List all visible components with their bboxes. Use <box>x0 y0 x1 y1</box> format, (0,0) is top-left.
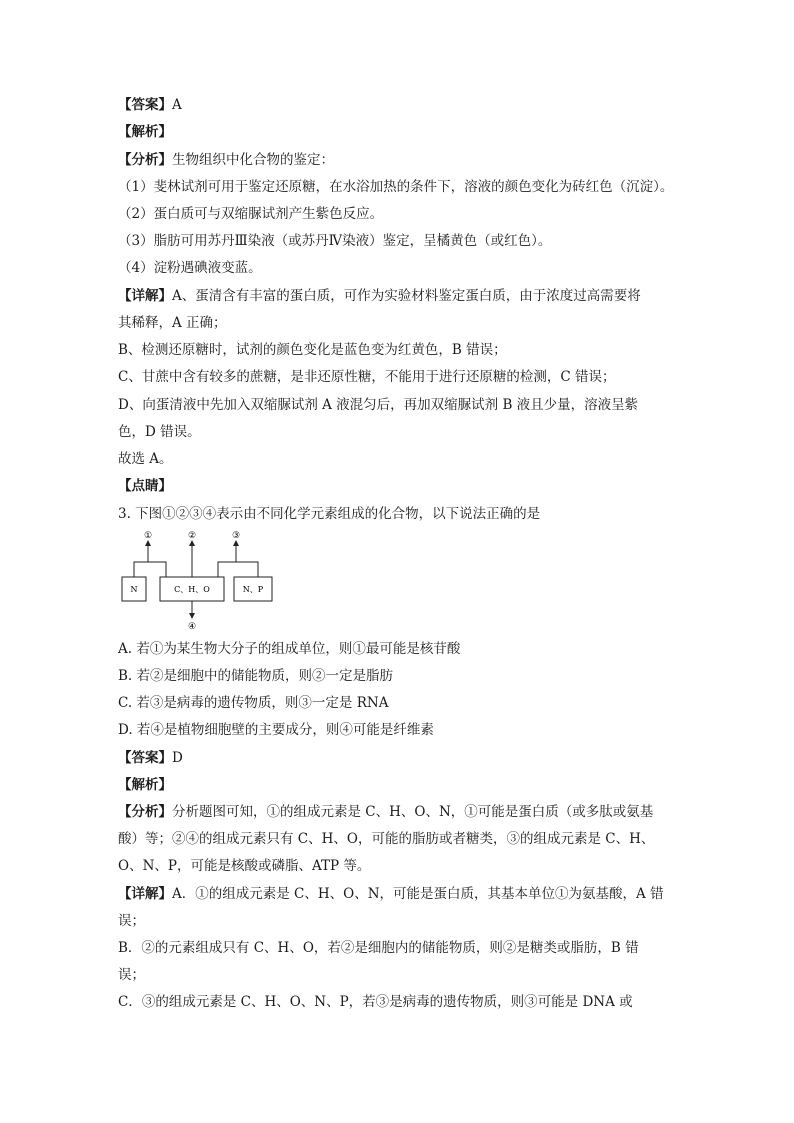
text-line <box>118 341 507 359</box>
text-line <box>118 966 145 984</box>
line-text: C、甘蔗中含有较多的蔗糖，是非还原性糖，不能用于进行还原糖的检测，C 错误； <box>118 369 616 385</box>
line-text: 分析题图可知，①的组成元素是 C、H、O、N，①可能是蛋白质（或多肽或氨基 <box>172 804 654 820</box>
text-line <box>118 314 227 332</box>
text-line <box>118 205 383 223</box>
line-text: 其稀释，A 正确； <box>118 315 227 331</box>
line-text: B. 若②是细胞中的储能物质，则②一定是脂肪 <box>118 668 394 684</box>
text-line <box>118 939 639 957</box>
marker-4: ④ <box>187 622 197 630</box>
element-composition-diagram <box>118 530 278 630</box>
line-text: （4）淀粉遇碘液变蓝。 <box>118 260 262 276</box>
text-line <box>118 259 262 277</box>
section-label: 【解析】 <box>118 777 172 793</box>
line-text: C．③的组成元素是 C、H、O、N、P，若③是病毒的遗传物质，则③可能是 DNA 或 <box>118 994 633 1010</box>
marker-2: ② <box>187 531 197 541</box>
line-text: D、向蛋清液中先加入双缩脲试剂 A 液混匀后，再加双缩脲试剂 B 液且少量，溶液呈紫 <box>118 397 639 413</box>
section-label: 【解析】 <box>118 124 172 140</box>
text-line <box>118 450 173 468</box>
line-text: 误； <box>118 967 145 983</box>
text-line <box>118 749 183 767</box>
text-line <box>118 776 172 794</box>
label-cho: C、H、O <box>174 585 210 594</box>
marker-1: ① <box>143 531 153 541</box>
text-line <box>118 912 145 930</box>
text-line <box>118 178 673 196</box>
text-line <box>118 694 388 712</box>
section-label: 【详解】 <box>118 886 172 902</box>
line-text: 色，D 错误。 <box>118 424 201 440</box>
line-text: D <box>172 750 183 766</box>
text-line <box>118 857 370 875</box>
text-line <box>118 423 201 441</box>
line-text: 故选 A。 <box>118 451 173 467</box>
text-line <box>118 151 334 169</box>
text-line <box>118 803 653 821</box>
text-line <box>118 885 664 903</box>
line-text: A <box>172 97 182 113</box>
line-text: B．②的元素组成只有 C、H、O，若②是细胞内的储能物质，则②是糖类或脂肪，B 错 <box>118 940 639 956</box>
text-line <box>118 96 182 114</box>
line-text: B、检测还原糖时，试剂的颜色变化是蓝色变为红黄色，B 错误； <box>118 342 507 358</box>
text-line <box>118 123 172 141</box>
text-line <box>118 830 654 848</box>
line-text: O、N、P，可能是核酸或磷脂、ATP 等。 <box>118 858 371 874</box>
line-text: （2）蛋白质可与双缩脲试剂产生紫色反应。 <box>118 206 384 222</box>
text-line <box>118 993 633 1011</box>
text-line <box>118 640 460 658</box>
text-line <box>118 287 641 305</box>
text-line <box>118 667 393 685</box>
section-label: 【详解】 <box>118 288 172 304</box>
line-text: A. 若①为某生物大分子的组成单位，则①最可能是核苷酸 <box>118 641 461 657</box>
text-line <box>118 396 638 414</box>
section-label: 【答案】 <box>118 97 172 113</box>
line-text: 3. 下图①②③④表示由不同化学元素组成的化合物，以下说法正确的是 <box>118 506 541 522</box>
line-text: A、蛋清含有丰富的蛋白质，可作为实验材料鉴定蛋白质，由于浓度过高需要将 <box>172 288 641 304</box>
text-line <box>118 232 551 250</box>
line-text: 酸）等；②④的组成元素只有 C、H、O，可能的脂肪或者糖类，③的组成元素是 C、H、 <box>118 831 655 847</box>
text-line <box>118 477 172 495</box>
label-n: N <box>130 585 138 594</box>
line-text: （1）斐林试剂可用于鉴定还原糖，在水浴加热的条件下，溶液的颜色变化为砖红色（沉淀）。 <box>118 179 674 195</box>
text-line <box>118 721 434 739</box>
section-label: 【答案】 <box>118 750 172 766</box>
line-text: D. 若④是植物细胞壁的主要成分，则④可能是纤维素 <box>118 722 434 738</box>
label-np: N、P <box>242 585 264 594</box>
text-line <box>118 368 615 386</box>
line-text: 误； <box>118 913 145 929</box>
section-label: 【点睛】 <box>118 478 172 494</box>
line-text: A．①的组成元素是 C、H、O、N，可能是蛋白质，其基本单位①为氨基酸，A 错 <box>172 886 664 902</box>
text-line <box>118 505 540 523</box>
marker-3: ③ <box>231 531 241 541</box>
line-text: C. 若③是病毒的遗传物质，则③一定是 RNA <box>118 695 389 711</box>
line-text: （3）脂肪可用苏丹Ⅲ染液（或苏丹Ⅳ染液）鉴定，呈橘黄色（或红色）。 <box>118 233 552 249</box>
line-text: 生物组织中化合物的鉴定： <box>172 152 334 168</box>
section-label: 【分析】 <box>118 152 172 168</box>
section-label: 【分析】 <box>118 804 172 820</box>
